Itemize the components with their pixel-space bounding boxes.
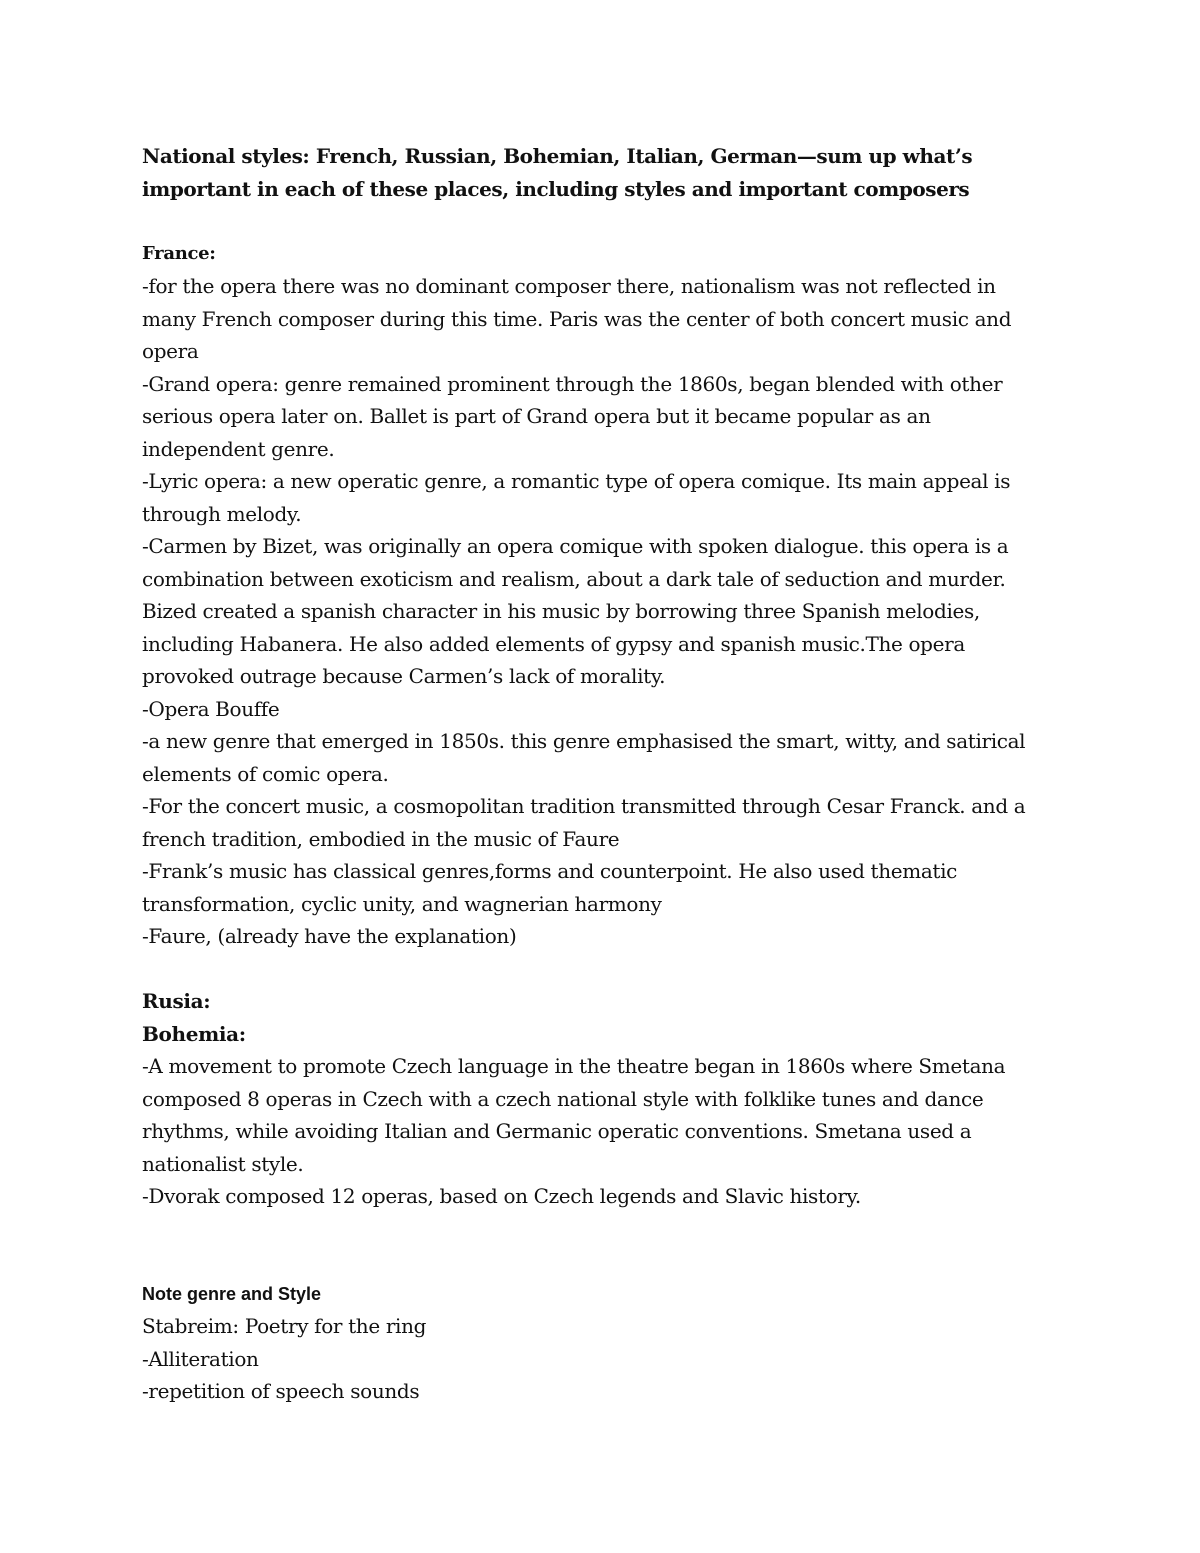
bohemia-line: rhythms, while avoiding Italian and Germanic operatic conventions. Smetana used a xyxy=(142,1119,972,1143)
bohemia-line: composed 8 operas in Czech with a czech national style with folklike tunes and dance xyxy=(142,1086,984,1111)
france-line: -for the opera there was no dominant composer there, nationalism was not reflected in xyxy=(142,274,996,298)
france-line: Bized created a spanish character in his music by borrowing three Spanish melodies, xyxy=(142,599,980,623)
france-line: provoked outrage because Carmen’s lack of morality. xyxy=(142,664,666,688)
france-line: -Faure, (already have the explanation) xyxy=(142,924,517,948)
france-line: -a new genre that emerged in 1850s. this genre emphasised the smart, witty, and satirical xyxy=(142,729,1026,753)
notes-label: Note genre and Style xyxy=(142,1283,322,1304)
spacer xyxy=(142,205,1062,238)
france-line: -Opera Bouffe xyxy=(142,696,280,721)
notes-line: -repetition of speech sounds xyxy=(142,1379,420,1403)
bohemia-line: -Dvorak composed 12 operas, based on Czech legends and Slavic history. xyxy=(142,1184,861,1208)
france-line: -Lyric opera: a new operatic genre, a romantic type of opera comique. Its main appeal is xyxy=(142,469,1011,493)
france-line: independent genre. xyxy=(142,436,335,461)
france-section xyxy=(142,270,1062,953)
bohemia-section xyxy=(142,1050,1062,1213)
france-label: France: xyxy=(142,242,216,264)
france-line: elements of comic opera. xyxy=(142,761,389,786)
france-line: serious opera later on. Ballet is part of Grand opera but it became popular as an xyxy=(142,404,931,428)
notes-section xyxy=(142,1310,1062,1408)
france-line: -Carmen by Bizet, was originally an opera comique with spoken dialogue. this opera is a xyxy=(142,534,1009,558)
france-line: -Grand opera: genre remained prominent through the 1860s, began blended with other xyxy=(142,371,1003,396)
bohemia-line: -A movement to promote Czech language in the theatre began in 1860s where Smetana xyxy=(142,1054,1006,1078)
bohemia-line: nationalist style. xyxy=(142,1151,304,1176)
spacer xyxy=(142,1213,1062,1278)
france-line: opera xyxy=(142,339,199,363)
france-line: including Habanera. He also added elements of gypsy and spanish music.The opera xyxy=(142,631,965,656)
document-page xyxy=(142,140,1062,1408)
document-heading-line-2: important in each of these places, including styles and important composers xyxy=(142,176,970,201)
russia-label: Rusia: xyxy=(142,989,211,1013)
bohemia-label: Bohemia: xyxy=(142,1021,246,1046)
france-line: -For the concert music, a cosmopolitan tradition transmitted through Cesar Franck. and a xyxy=(142,794,1026,818)
document-heading-line-1: National styles: French, Russian, Bohemian, Italian, German—sum up what’s xyxy=(142,144,973,168)
france-line: french tradition, embodied in the music of Faure xyxy=(142,826,620,851)
france-line: -Frank’s music has classical genres,forms and counterpoint. He also used thematic xyxy=(142,859,958,883)
france-line: through melody. xyxy=(142,501,302,526)
spacer xyxy=(142,953,1062,986)
france-line: many French composer during this time. Paris was the center of both concert music and xyxy=(142,306,1012,331)
france-line: combination between exoticism and realism, about a dark tale of seduction and murder. xyxy=(142,566,1006,591)
notes-line: -Alliteration xyxy=(142,1346,259,1371)
notes-line: Stabreim: Poetry for the ring xyxy=(142,1314,427,1338)
france-line: transformation, cyclic unity, and wagnerian harmony xyxy=(142,891,662,916)
